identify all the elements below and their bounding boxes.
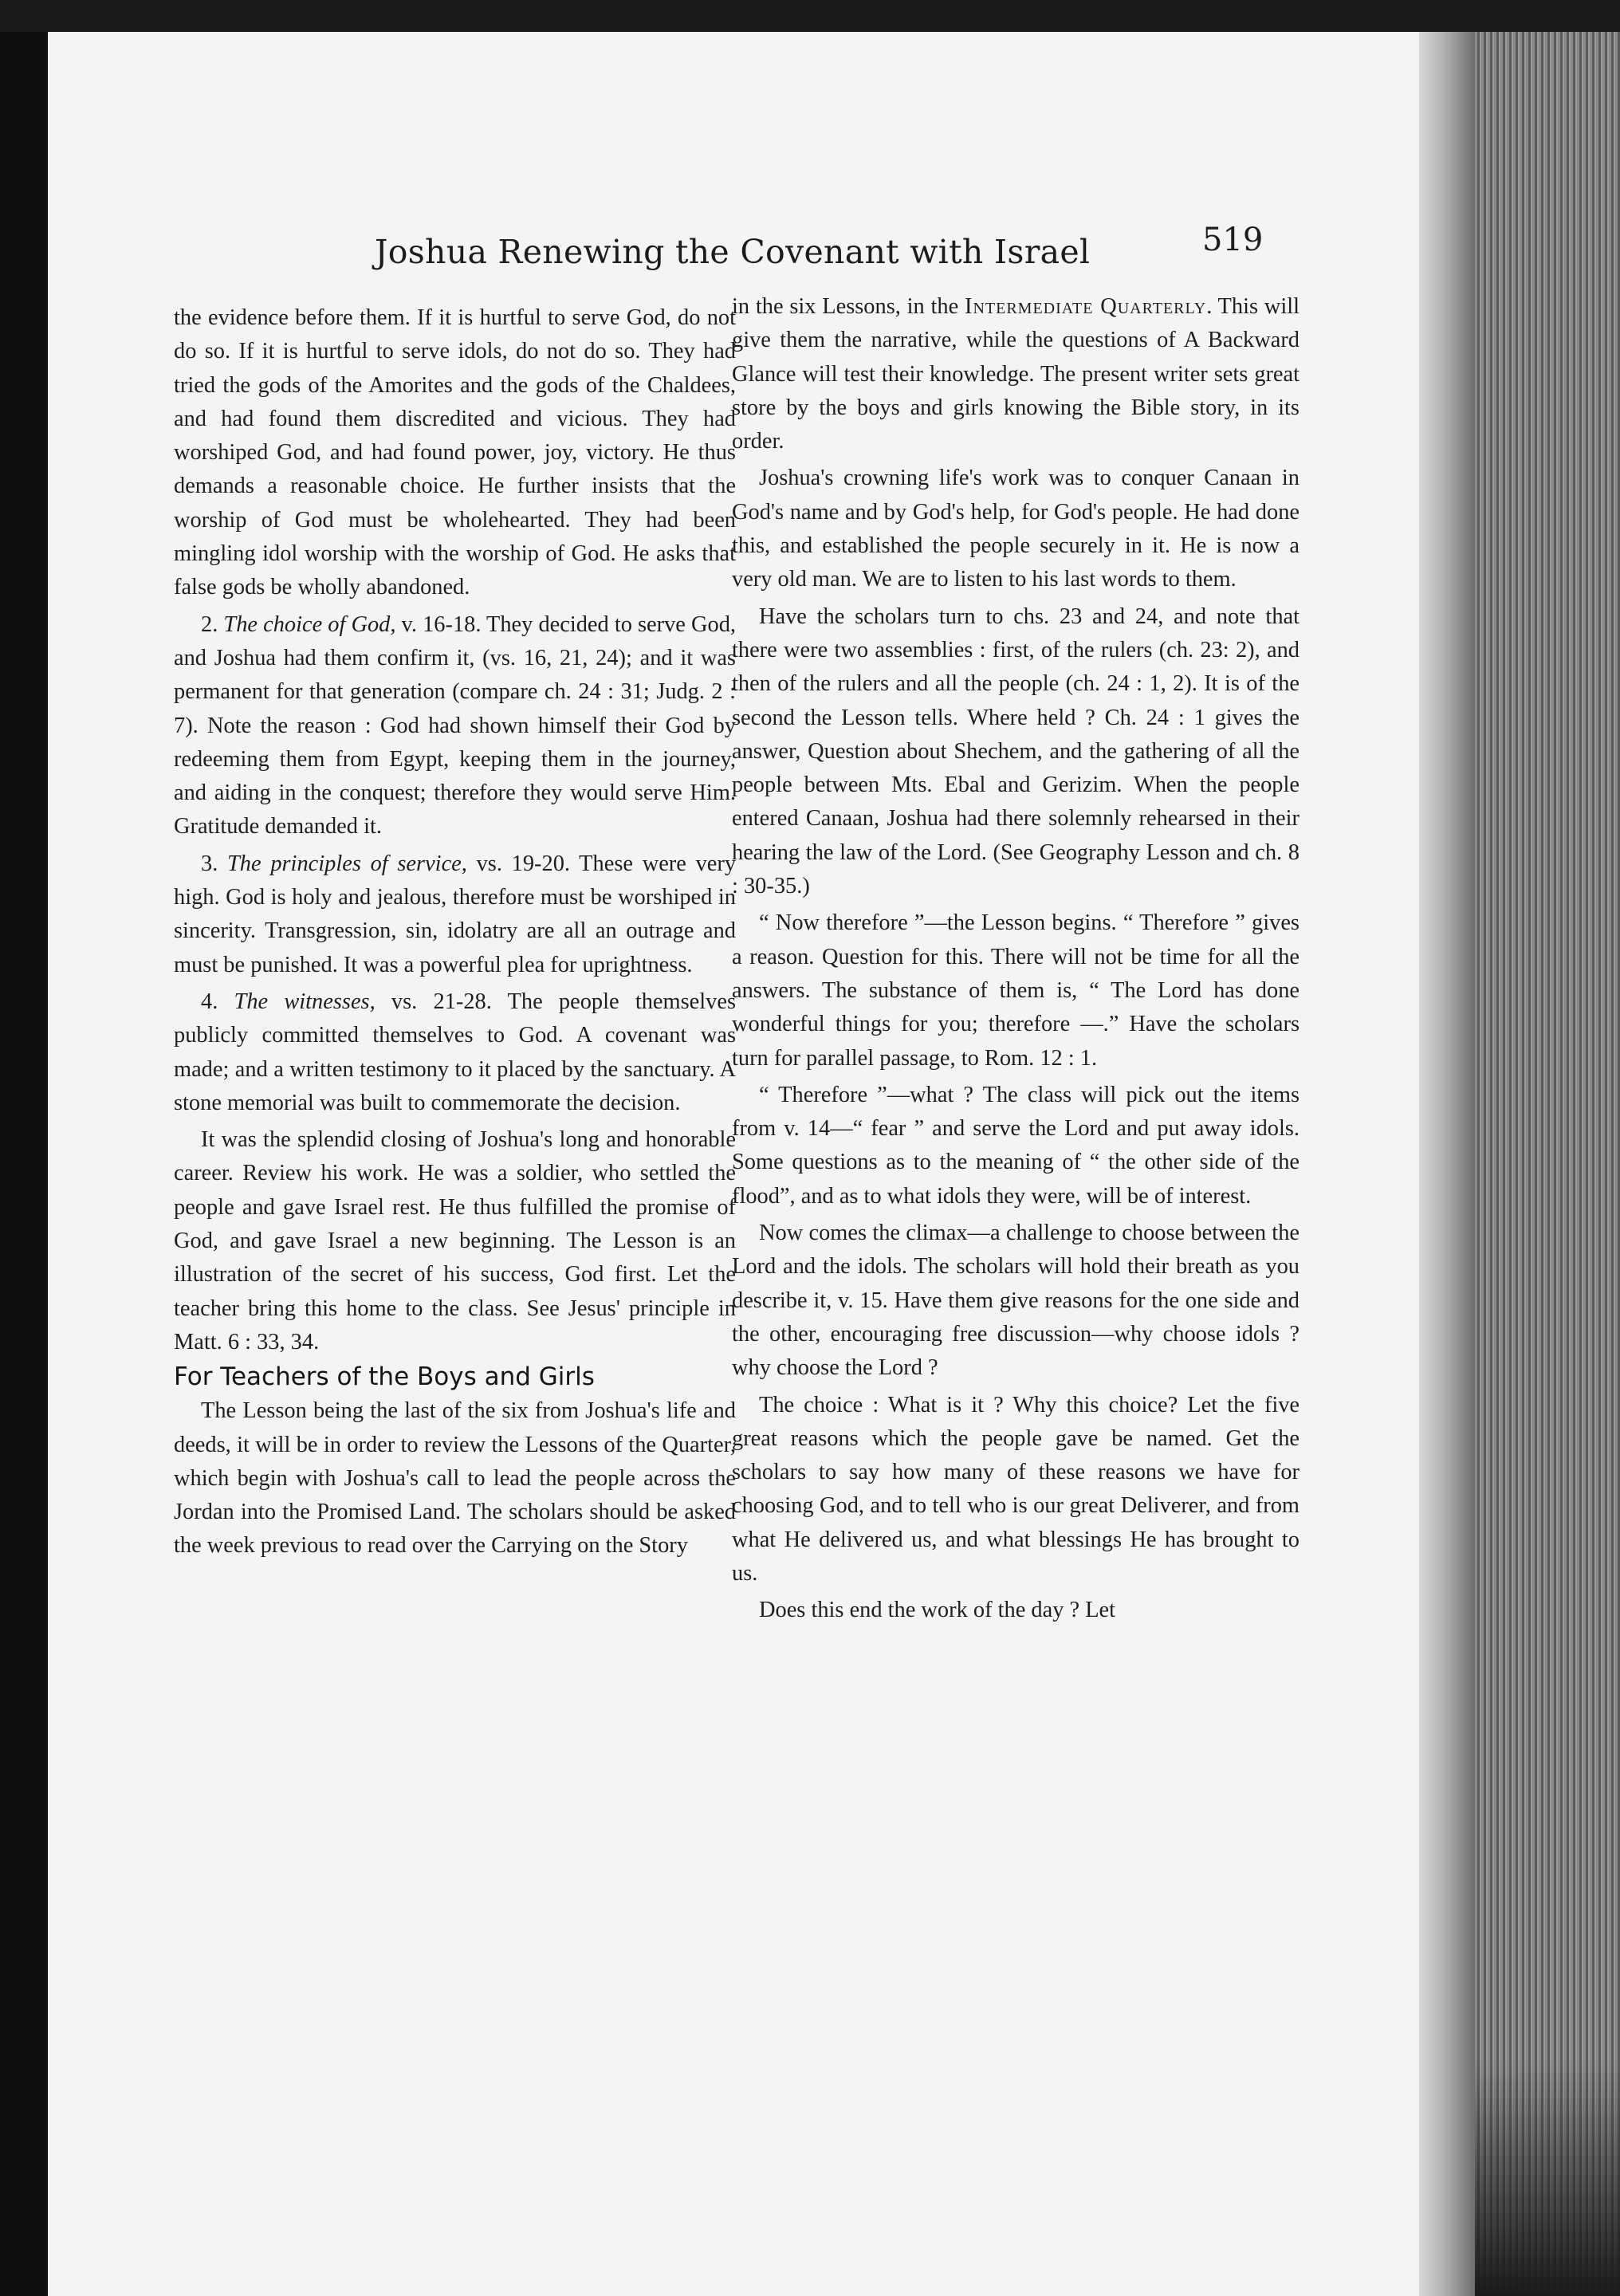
page-fold-shadow: [1419, 32, 1475, 2296]
right-paragraph-2: Joshua's crowning life's work was to conquer Canaan in God's name and by God's help, for God's people. He had done this, and established the people securely in it. He is now a very old man. We are to listen to his last words to them.: [732, 466, 1300, 592]
item-text: vs. 21-28. The people themselves publicly committed themselves to God. A covenant was made; and a written testimony to it placed by the sanctuary. A stone memorial was built to commemorate the decision.: [174, 989, 736, 1115]
scan-top-border: [0, 0, 1620, 32]
scan-left-edge: [0, 32, 48, 2296]
right-paragraph-1: [732, 290, 1300, 458]
right-paragraph-4: “ Now therefore ”—the Lesson begins. “ Therefore ” gives a reason. Question for this. There will not be time for all the answers. The substance of them is, “ The Lord has done wonderful things for you; therefore —.” Have the scholars turn for parallel passage, to Rom. 12 : 1.: [732, 910, 1300, 1071]
left-paragraph-4: [174, 985, 736, 1120]
right-paragraph-8: Does this end the work of the day ? Let: [759, 1598, 1116, 1623]
item-title: The choice of God,: [223, 611, 396, 637]
left-paragraph-5: It was the splendid closing of Joshua's long and honorable career. Review his work. He was a soldier, who settled the people and gave Israel rest. He thus fulfilled the promise of God, and gave Israel a new beginning. The Lesson is an illustration of the secret of his success, God first. Let the teacher bring this home to the class. See Jesus' principle in Matt. 6 : 33, 34.: [174, 1127, 736, 1354]
item-text: vs. 19-20. These were very high. God is holy and jealous, therefore must be worshiped in sincerity. Transgression, sin, idolatry are all an outrage and must be punished. It was a powerful plea for uprightness.: [174, 851, 737, 977]
right-paragraph-6: Now comes the climax—a challenge to choose between the Lord and the idols. The scholars will hold their breath as you describe it, v. 15. Have them give reasons for the one side and the other, encouraging free discussion—why choose idols ? why choose the Lord ?: [732, 1221, 1300, 1381]
left-paragraph-2: [174, 608, 736, 844]
item-number: 2.: [201, 611, 224, 637]
running-header-title: Joshua Renewing the Covenant with Israel: [375, 233, 1091, 271]
item-text: v. 16-18. They decided to serve God, and Joshua had them confirm it, (vs. 16, 21, 24); and it was permanent for that generation (compare ch. 24 : 31; Judg. 2 : 7). Note the reason : God had shown himself their God by redeeming them from Egypt, keeping them in the journey, and aiding in the conquest; therefore they would serve Him. Gratitude demanded it.: [174, 611, 737, 839]
right-paragraph-7: The choice : What is it ? Why this choice? Let the five great reasons which the people gave be named. Get the scholars to say how many of these reasons we have for choosing God, and to tell who is our great Deliverer, and from what He delivered us, and what blessings He has brought to us.: [732, 1392, 1300, 1586]
text-run: in the six Lessons, in the: [732, 294, 965, 319]
right-paragraph-3: Have the scholars turn to chs. 23 and 24, and note that there were two assemblies : first, of the rulers (ch. 23: 2), and then of the rulers and all the people (ch. 24 : 1, 2). It is of the second the Lesson tells. Where held ? Ch. 24 : 1 gives the answer, Question about Shechem, and the gathering of all the people between Mts. Ebal and Gerizim. When the people entered Canaan, Joshua had there solemnly rehearsed in their hearing the law of the Lord. (See Geography Lesson and ch. 8 : 30-35.): [732, 603, 1300, 899]
item-title: The principles of service,: [227, 851, 467, 876]
left-paragraph-6: The Lesson being the last of the six from Joshua's life and deeds, it will be in order to review the Lessons of the Quarter, which begin with Joshua's call to lead the people across the Jordan into the Promised Land. The scholars should be asked the week previous to read over the Carrying on the Story: [174, 1398, 736, 1559]
text-run: . This will give them the narrative, while the questions of A Backward Glance will test their knowledge. The present writer sets great store by the boys and girls knowing the Bible story, in its order.: [732, 294, 1300, 454]
page-number: 519: [1202, 222, 1264, 258]
left-paragraph-1: the evidence before them. If it is hurtful to serve God, do not do so. If it is hurtful to serve idols, do not do so. They had tried the gods of the Amorites and the gods of the Chaldees, and had found them discredited and vicious. They had worshiped God, and had found power, joy, victory. He thus demands a reasonable choice. He further insists that the worship of God must be wholehearted. They had been mingling idol worship with the worship of God. He asks that false gods be wholly abandoned.: [174, 305, 736, 600]
item-title: The witnesses,: [234, 989, 376, 1014]
right-column: [732, 290, 1300, 1628]
left-paragraph-3: [174, 847, 736, 982]
book-page-edges: [1475, 32, 1620, 2296]
item-number: 3.: [201, 851, 228, 876]
section-heading: For Teachers of the Boys and Girls: [174, 1362, 595, 1392]
right-paragraph-5: “ Therefore ”—what ? The class will pick out the items from v. 14—“ fear ” and serve the Lord and put away idols. Some questions as to the meaning of “ the other side of the flood”, and as to what idols they were, will be of interest.: [732, 1082, 1300, 1209]
left-column: [174, 301, 736, 1563]
item-number: 4.: [201, 989, 234, 1014]
publication-name: Intermediate Quarterly: [965, 294, 1207, 319]
